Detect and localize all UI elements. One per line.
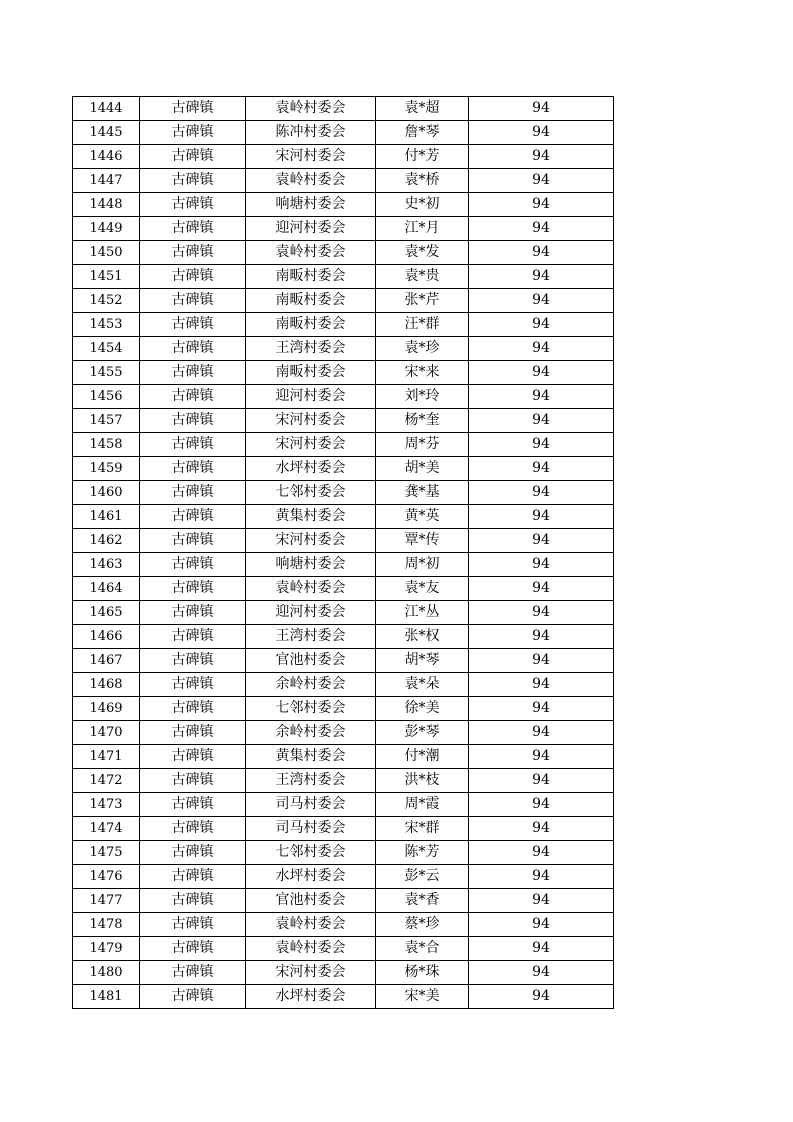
score-cell: 94 — [469, 289, 614, 313]
village-committee-cell: 袁岭村委会 — [246, 97, 376, 121]
row-number-cell: 1447 — [73, 169, 140, 193]
score-cell: 94 — [469, 697, 614, 721]
town-cell: 古碑镇 — [140, 481, 246, 505]
score-cell: 94 — [469, 721, 614, 745]
table-row — [73, 385, 614, 409]
town-cell: 古碑镇 — [140, 745, 246, 769]
row-number-cell: 1444 — [73, 97, 140, 121]
town-cell: 古碑镇 — [140, 457, 246, 481]
village-committee-cell: 王湾村委会 — [246, 337, 376, 361]
town-cell: 古碑镇 — [140, 217, 246, 241]
table-row — [73, 649, 614, 673]
row-number-cell: 1459 — [73, 457, 140, 481]
score-cell: 94 — [469, 625, 614, 649]
row-number-cell: 1446 — [73, 145, 140, 169]
name-cell: 覃*传 — [376, 529, 469, 553]
village-committee-cell: 司马村委会 — [246, 793, 376, 817]
row-number-cell: 1458 — [73, 433, 140, 457]
town-cell: 古碑镇 — [140, 409, 246, 433]
village-committee-cell: 王湾村委会 — [246, 625, 376, 649]
village-committee-cell: 官池村委会 — [246, 889, 376, 913]
row-number-cell: 1476 — [73, 865, 140, 889]
town-cell: 古碑镇 — [140, 841, 246, 865]
row-number-cell: 1477 — [73, 889, 140, 913]
village-committee-cell: 响塘村委会 — [246, 553, 376, 577]
row-number-cell: 1457 — [73, 409, 140, 433]
village-committee-cell: 七邻村委会 — [246, 697, 376, 721]
table-row — [73, 961, 614, 985]
town-cell: 古碑镇 — [140, 721, 246, 745]
score-cell: 94 — [469, 745, 614, 769]
name-cell: 袁*香 — [376, 889, 469, 913]
table-row — [73, 817, 614, 841]
table-row — [73, 241, 614, 265]
village-committee-cell: 黄集村委会 — [246, 745, 376, 769]
table-row — [73, 673, 614, 697]
town-cell: 古碑镇 — [140, 121, 246, 145]
score-cell: 94 — [469, 577, 614, 601]
row-number-cell: 1451 — [73, 265, 140, 289]
village-committee-cell: 宋河村委会 — [246, 145, 376, 169]
table-row — [73, 841, 614, 865]
name-cell: 宋*来 — [376, 361, 469, 385]
table-row — [73, 505, 614, 529]
table-row — [73, 169, 614, 193]
score-cell: 94 — [469, 889, 614, 913]
row-number-cell: 1456 — [73, 385, 140, 409]
town-cell: 古碑镇 — [140, 529, 246, 553]
name-cell: 付*芳 — [376, 145, 469, 169]
town-cell: 古碑镇 — [140, 361, 246, 385]
table-row — [73, 457, 614, 481]
village-committee-cell: 司马村委会 — [246, 817, 376, 841]
table-row — [73, 769, 614, 793]
table-row — [73, 937, 614, 961]
village-committee-cell: 黄集村委会 — [246, 505, 376, 529]
town-cell: 古碑镇 — [140, 913, 246, 937]
village-committee-cell: 迎河村委会 — [246, 601, 376, 625]
name-cell: 胡*琴 — [376, 649, 469, 673]
town-cell: 古碑镇 — [140, 145, 246, 169]
score-cell: 94 — [469, 865, 614, 889]
village-committee-cell: 南畈村委会 — [246, 361, 376, 385]
village-committee-cell: 余岭村委会 — [246, 721, 376, 745]
village-committee-cell: 袁岭村委会 — [246, 937, 376, 961]
row-number-cell: 1471 — [73, 745, 140, 769]
name-cell: 周*芬 — [376, 433, 469, 457]
score-cell: 94 — [469, 985, 614, 1009]
name-cell: 宋*美 — [376, 985, 469, 1009]
town-cell: 古碑镇 — [140, 865, 246, 889]
town-cell: 古碑镇 — [140, 97, 246, 121]
row-number-cell: 1450 — [73, 241, 140, 265]
score-cell: 94 — [469, 313, 614, 337]
row-number-cell: 1472 — [73, 769, 140, 793]
score-cell: 94 — [469, 169, 614, 193]
name-cell: 彭*云 — [376, 865, 469, 889]
town-cell: 古碑镇 — [140, 385, 246, 409]
name-cell: 徐*美 — [376, 697, 469, 721]
town-cell: 古碑镇 — [140, 697, 246, 721]
village-committee-cell: 水坪村委会 — [246, 457, 376, 481]
table-row — [73, 217, 614, 241]
town-cell: 古碑镇 — [140, 241, 246, 265]
score-cell: 94 — [469, 649, 614, 673]
row-number-cell: 1480 — [73, 961, 140, 985]
name-cell: 彭*琴 — [376, 721, 469, 745]
name-cell: 袁*珍 — [376, 337, 469, 361]
score-cell: 94 — [469, 433, 614, 457]
score-cell: 94 — [469, 793, 614, 817]
name-cell: 宋*群 — [376, 817, 469, 841]
score-cell: 94 — [469, 145, 614, 169]
name-cell: 袁*朵 — [376, 673, 469, 697]
village-committee-cell: 宋河村委会 — [246, 409, 376, 433]
name-cell: 袁*发 — [376, 241, 469, 265]
town-cell: 古碑镇 — [140, 433, 246, 457]
name-cell: 袁*贵 — [376, 265, 469, 289]
row-number-cell: 1470 — [73, 721, 140, 745]
table-body — [73, 97, 614, 1009]
row-number-cell: 1466 — [73, 625, 140, 649]
score-cell: 94 — [469, 601, 614, 625]
row-number-cell: 1475 — [73, 841, 140, 865]
table-row — [73, 697, 614, 721]
village-committee-cell: 七邻村委会 — [246, 481, 376, 505]
town-cell: 古碑镇 — [140, 577, 246, 601]
town-cell: 古碑镇 — [140, 769, 246, 793]
row-number-cell: 1453 — [73, 313, 140, 337]
name-cell: 刘*玲 — [376, 385, 469, 409]
table-row — [73, 985, 614, 1009]
row-number-cell: 1464 — [73, 577, 140, 601]
name-cell: 胡*美 — [376, 457, 469, 481]
village-committee-cell: 王湾村委会 — [246, 769, 376, 793]
name-cell: 袁*友 — [376, 577, 469, 601]
score-cell: 94 — [469, 505, 614, 529]
town-cell: 古碑镇 — [140, 793, 246, 817]
town-cell: 古碑镇 — [140, 169, 246, 193]
row-number-cell: 1474 — [73, 817, 140, 841]
name-cell: 陈*芳 — [376, 841, 469, 865]
row-number-cell: 1465 — [73, 601, 140, 625]
table-row — [73, 553, 614, 577]
score-cell: 94 — [469, 385, 614, 409]
table-row — [73, 337, 614, 361]
town-cell: 古碑镇 — [140, 505, 246, 529]
table-row — [73, 193, 614, 217]
table-row — [73, 865, 614, 889]
table-row — [73, 481, 614, 505]
village-committee-cell: 迎河村委会 — [246, 385, 376, 409]
town-cell: 古碑镇 — [140, 337, 246, 361]
name-cell: 黄*英 — [376, 505, 469, 529]
table-row — [73, 121, 614, 145]
row-number-cell: 1481 — [73, 985, 140, 1009]
row-number-cell: 1478 — [73, 913, 140, 937]
table-row — [73, 913, 614, 937]
table-row — [73, 409, 614, 433]
score-cell: 94 — [469, 553, 614, 577]
name-cell: 周*霞 — [376, 793, 469, 817]
village-committee-cell: 南畈村委会 — [246, 313, 376, 337]
name-cell: 江*丛 — [376, 601, 469, 625]
name-cell: 杨*奎 — [376, 409, 469, 433]
score-cell: 94 — [469, 97, 614, 121]
village-committee-cell: 袁岭村委会 — [246, 169, 376, 193]
table-row — [73, 433, 614, 457]
village-committee-cell: 宋河村委会 — [246, 961, 376, 985]
row-number-cell: 1460 — [73, 481, 140, 505]
name-cell: 洪*枝 — [376, 769, 469, 793]
table-row — [73, 313, 614, 337]
score-cell: 94 — [469, 481, 614, 505]
village-committee-cell: 袁岭村委会 — [246, 913, 376, 937]
table-row — [73, 529, 614, 553]
town-cell: 古碑镇 — [140, 937, 246, 961]
town-cell: 古碑镇 — [140, 889, 246, 913]
table-row — [73, 625, 614, 649]
village-committee-cell: 陈冲村委会 — [246, 121, 376, 145]
village-committee-cell: 迎河村委会 — [246, 217, 376, 241]
row-number-cell: 1462 — [73, 529, 140, 553]
name-cell: 张*芹 — [376, 289, 469, 313]
row-number-cell: 1479 — [73, 937, 140, 961]
row-number-cell: 1449 — [73, 217, 140, 241]
score-cell: 94 — [469, 457, 614, 481]
score-cell: 94 — [469, 217, 614, 241]
name-cell: 付*潮 — [376, 745, 469, 769]
name-cell: 杨*珠 — [376, 961, 469, 985]
table-row — [73, 793, 614, 817]
town-cell: 古碑镇 — [140, 649, 246, 673]
row-number-cell: 1468 — [73, 673, 140, 697]
name-cell: 周*初 — [376, 553, 469, 577]
score-cell: 94 — [469, 673, 614, 697]
table-row — [73, 361, 614, 385]
table-row — [73, 97, 614, 121]
name-cell: 汪*群 — [376, 313, 469, 337]
name-cell: 詹*琴 — [376, 121, 469, 145]
village-committee-cell: 余岭村委会 — [246, 673, 376, 697]
row-number-cell: 1473 — [73, 793, 140, 817]
village-committee-cell: 袁岭村委会 — [246, 577, 376, 601]
score-cell: 94 — [469, 193, 614, 217]
name-cell: 龚*基 — [376, 481, 469, 505]
row-number-cell: 1469 — [73, 697, 140, 721]
score-cell: 94 — [469, 937, 614, 961]
village-committee-cell: 袁岭村委会 — [246, 241, 376, 265]
town-cell: 古碑镇 — [140, 985, 246, 1009]
table-row — [73, 289, 614, 313]
town-cell: 古碑镇 — [140, 817, 246, 841]
row-number-cell: 1463 — [73, 553, 140, 577]
data-table — [72, 96, 614, 1009]
table-row — [73, 265, 614, 289]
village-committee-cell: 水坪村委会 — [246, 985, 376, 1009]
name-cell: 袁*合 — [376, 937, 469, 961]
village-committee-cell: 南畈村委会 — [246, 265, 376, 289]
row-number-cell: 1452 — [73, 289, 140, 313]
town-cell: 古碑镇 — [140, 961, 246, 985]
town-cell: 古碑镇 — [140, 289, 246, 313]
village-committee-cell: 七邻村委会 — [246, 841, 376, 865]
town-cell: 古碑镇 — [140, 193, 246, 217]
town-cell: 古碑镇 — [140, 553, 246, 577]
table-row — [73, 889, 614, 913]
name-cell: 袁*超 — [376, 97, 469, 121]
name-cell: 蔡*珍 — [376, 913, 469, 937]
row-number-cell: 1461 — [73, 505, 140, 529]
table-row — [73, 721, 614, 745]
name-cell: 张*权 — [376, 625, 469, 649]
score-cell: 94 — [469, 241, 614, 265]
town-cell: 古碑镇 — [140, 265, 246, 289]
row-number-cell: 1455 — [73, 361, 140, 385]
table-row — [73, 601, 614, 625]
town-cell: 古碑镇 — [140, 673, 246, 697]
score-cell: 94 — [469, 361, 614, 385]
town-cell: 古碑镇 — [140, 601, 246, 625]
score-cell: 94 — [469, 265, 614, 289]
village-committee-cell: 响塘村委会 — [246, 193, 376, 217]
row-number-cell: 1454 — [73, 337, 140, 361]
table-row — [73, 745, 614, 769]
score-cell: 94 — [469, 913, 614, 937]
name-cell: 袁*桥 — [376, 169, 469, 193]
score-cell: 94 — [469, 529, 614, 553]
row-number-cell: 1445 — [73, 121, 140, 145]
village-committee-cell: 官池村委会 — [246, 649, 376, 673]
score-cell: 94 — [469, 121, 614, 145]
score-cell: 94 — [469, 961, 614, 985]
row-number-cell: 1467 — [73, 649, 140, 673]
score-cell: 94 — [469, 409, 614, 433]
village-committee-cell: 南畈村委会 — [246, 289, 376, 313]
score-cell: 94 — [469, 769, 614, 793]
village-committee-cell: 水坪村委会 — [246, 865, 376, 889]
score-cell: 94 — [469, 841, 614, 865]
village-committee-cell: 宋河村委会 — [246, 433, 376, 457]
village-committee-cell: 宋河村委会 — [246, 529, 376, 553]
score-cell: 94 — [469, 817, 614, 841]
town-cell: 古碑镇 — [140, 313, 246, 337]
name-cell: 史*初 — [376, 193, 469, 217]
row-number-cell: 1448 — [73, 193, 140, 217]
name-cell: 江*月 — [376, 217, 469, 241]
score-cell: 94 — [469, 337, 614, 361]
town-cell: 古碑镇 — [140, 625, 246, 649]
table-row — [73, 577, 614, 601]
table-row — [73, 145, 614, 169]
